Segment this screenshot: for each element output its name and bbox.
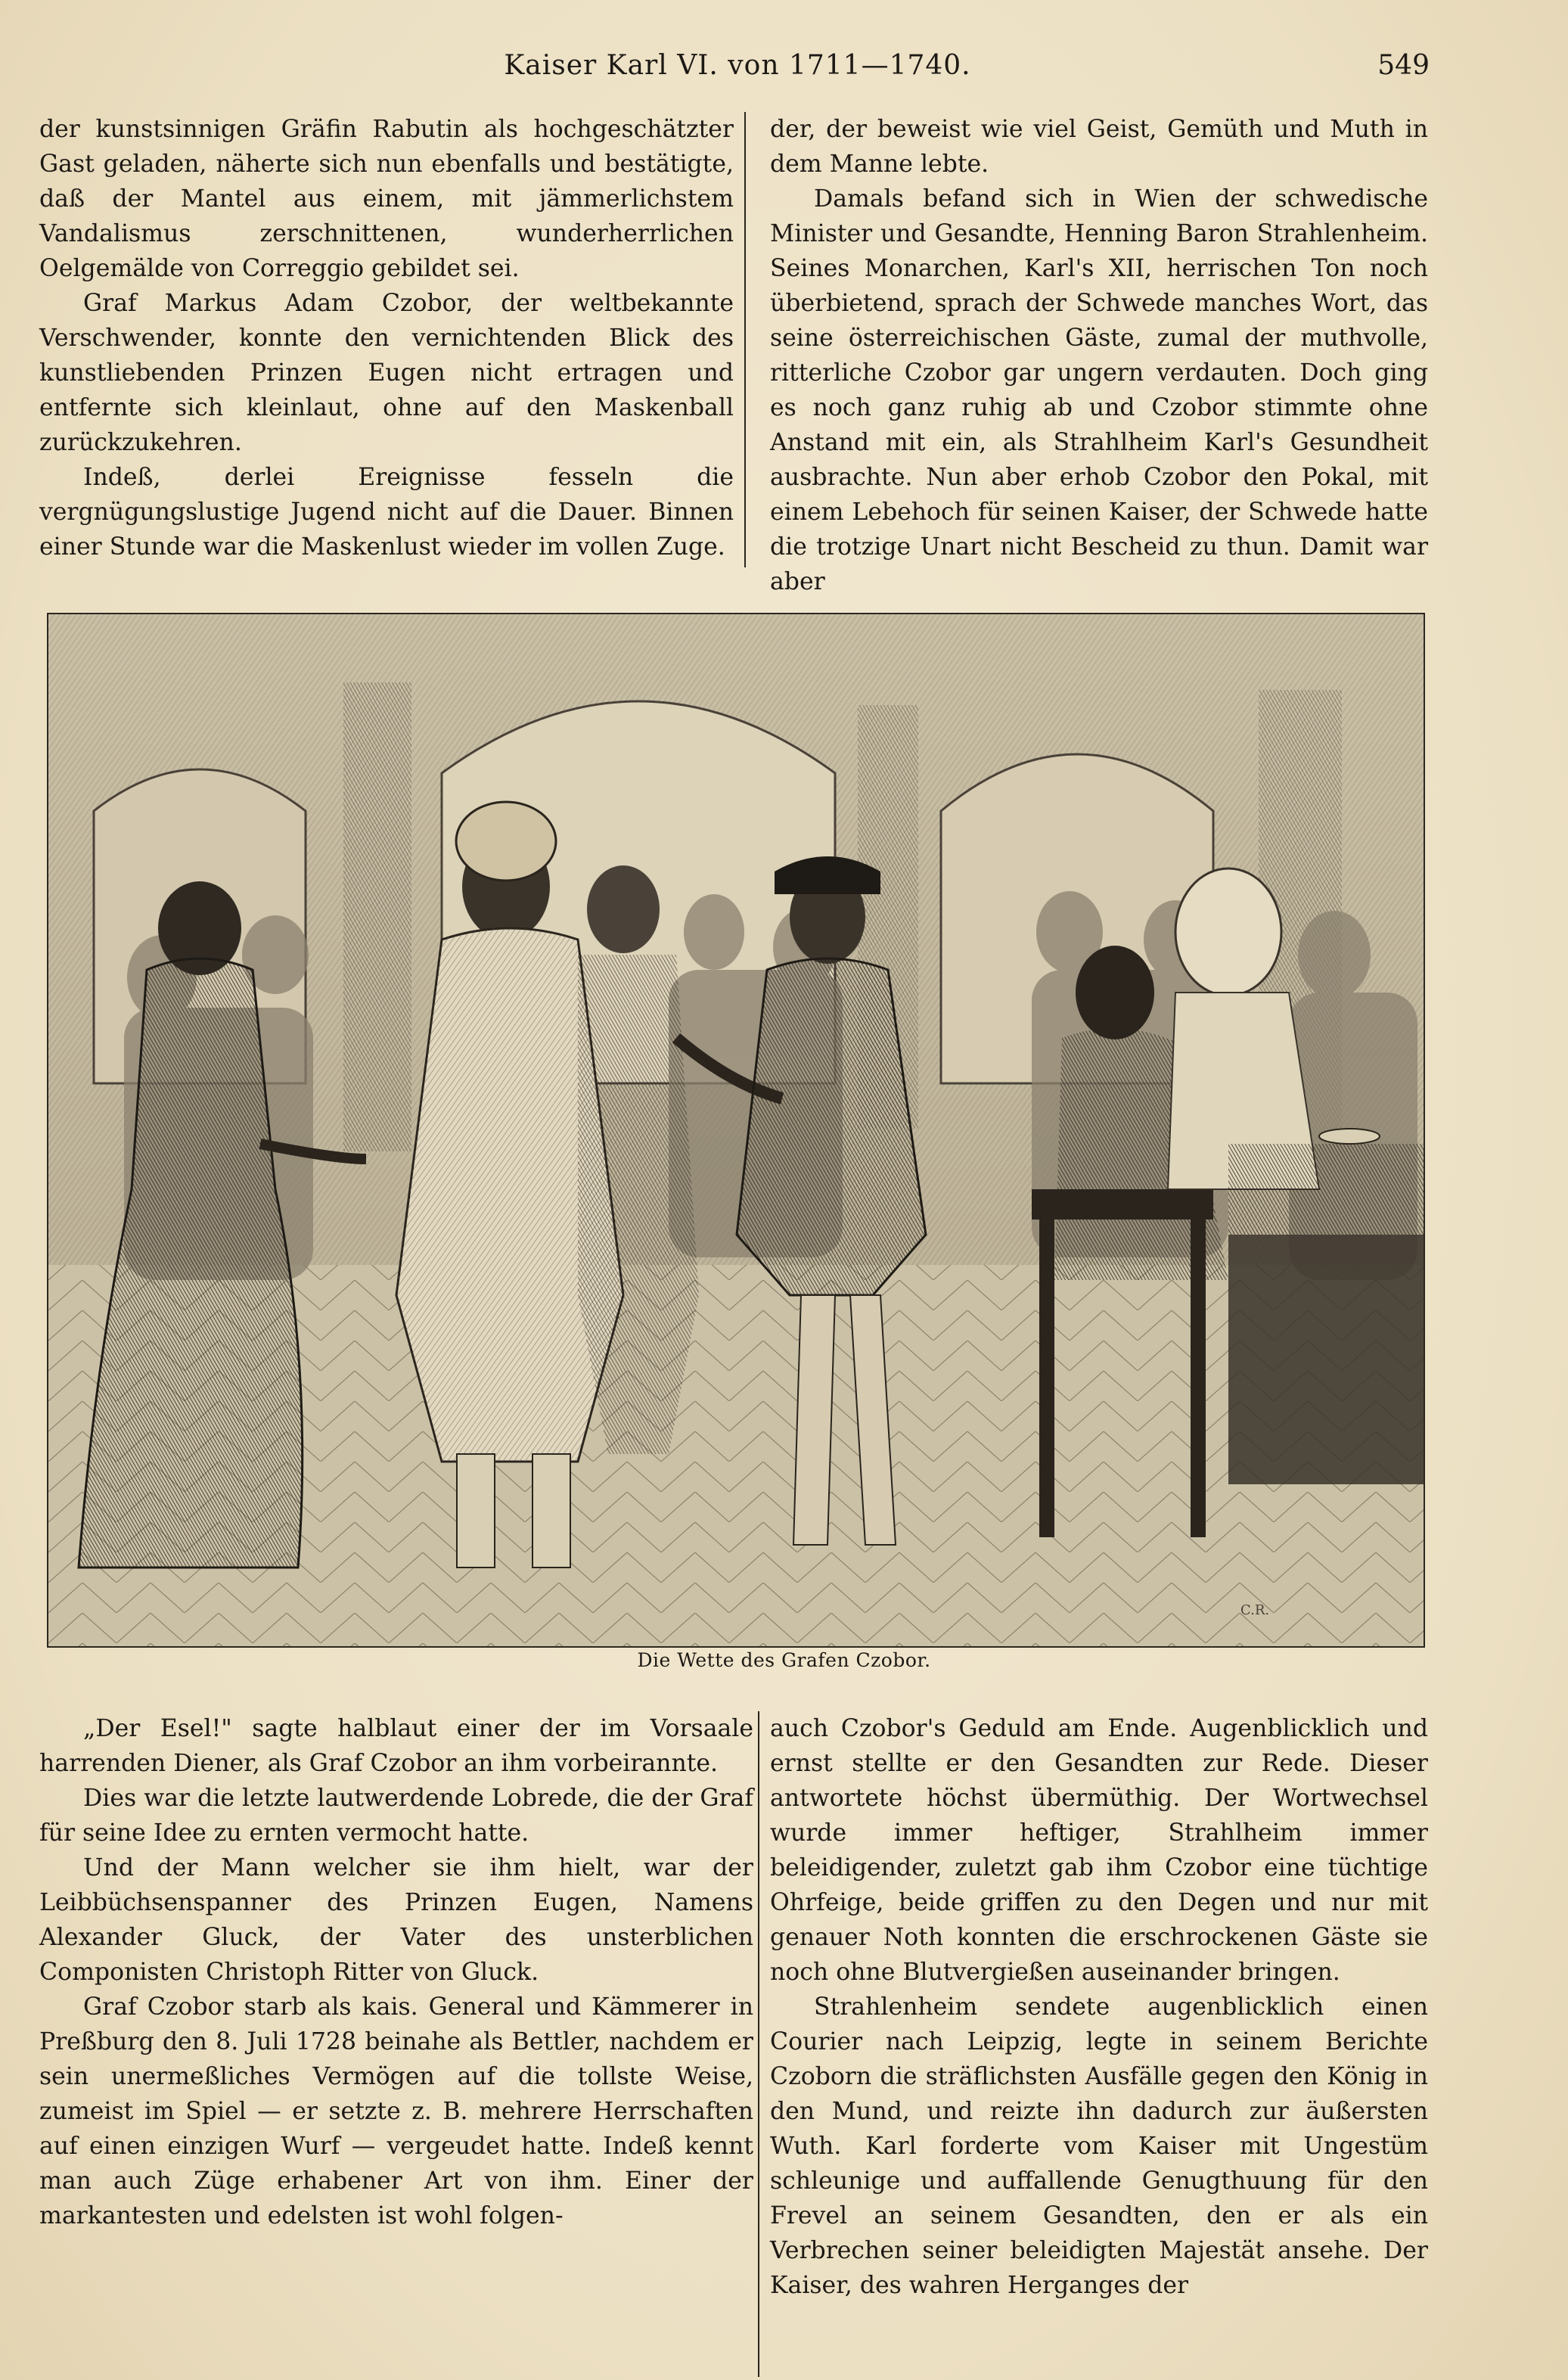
paragraph: Dies war die letzte lautwerdende Lobrede, die der Graf für seine Idee zu ernten vermocht hatte. [39,1785,753,1847]
text-column-top-right [770,112,1428,599]
engraving-illustration [47,613,1425,1648]
column-rule-bottom [758,1711,759,2377]
engraver-signature: C.R. [1240,1602,1270,1618]
paragraph: Strahlenheim sendete augenblicklich einen Courier nach Leipzig, legte in seinem Berichte Czoborn die sträflichsten Ausfälle gegen den König in den Mund, und reizte ihn dadurch zur äußersten Wuth. Karl forderte vom Kaiser mit Ungestüm schleunige und auffallende Genugthuung für den Frevel an seinem Gesandten, den er als ein Verbrechen seiner beleidigten Majestät ansehe. Der Kaiser, des wahren Herganges der [770,1993,1428,2299]
paragraph: der, der beweist wie viel Geist, Gemüth und Muth in dem Manne lebte. [770,116,1428,178]
paragraph: „Der Esel!" sagte halblaut einer der im Vorsaale harrenden Diener, als Graf Czobor an ihm vorbeirannte. [39,1715,753,1777]
paragraph: Und der Mann welcher sie ihm hielt, war der Leibbüchsenspanner des Prinzen Eugen, Namens Alexander Gluck, der Vater des unsterblichen Componisten Christoph Ritter von Gluck. [39,1854,753,1986]
paragraph: Graf Markus Adam Czobor, der weltbekannte Verschwender, konnte den vernichtenden Blick des kunstliebenden Prinzen Eugen nicht ertragen und entfernte sich kleinlaut, ohne auf den Maskenball zurückzukehren. [39,290,734,456]
paragraph: auch Czobor's Geduld am Ende. Augenblicklich und ernst stellte er den Gesandten zur Rede. Dieser antwortete höchst übermüthig. Der Wortwechsel wurde immer heftiger, Strahlheim immer beleidigender, zuletzt gab ihm Czobor eine tüchtige Ohrfeige, beide griffen zu den Degen und nur mit genauer Noth konnten die erschrockenen Gäste sie noch ohne Blutvergießen auseinander bringen. [770,1715,1428,1986]
paragraph: Damals befand sich in Wien der schwedische Minister und Gesandte, Henning Baron Strahlenheim. Seines Monarchen, Karl's XII, herrischen Ton noch überbietend, sprach der Schwede manches Wort, das seine österreichischen Gäste, zumal der muthvolle, ritterliche Czobor gar ungern verdauten. Doch ging es noch ganz ruhig ab und Czobor stimmte ohne Anstand mit ein, als Strahlheim Karl's Gesundheit ausbrachte. Nun aber erhob Czobor den Pokal, mit einem Lebehoch für seinen Kaiser, der Schwede hatte die trotzige Unart nicht Bescheid zu thun. Damit war aber [770,185,1428,595]
running-title: Kaiser Karl VI. von 1711—1740. [504,50,971,81]
paragraph: Indeß, derlei Ereignisse fesseln die vergnügungslustige Jugend nicht auf die Dauer. Binnen einer Stunde war die Maskenlust wieder im vollen Zuge. [39,464,734,561]
table [1228,1129,1424,1484]
column-rule-top [744,112,746,567]
text-column-bottom-left [39,1711,753,2233]
running-head [45,47,1430,85]
illustration-caption: Die Wette des Grafen Czobor. [637,1649,931,1671]
text-column-top-left [39,112,734,564]
text-column-bottom-right [770,1711,1428,2303]
paragraph: der kunstsinnigen Gräfin Rabutin als hochgeschätzter Gast geladen, näherte sich nun ebenfalls und bestätigte, daß der Mantel aus einem, mit jämmerlichstem Vandalismus zerschnittenen, wunderherrlichen Oelgemälde von Correggio gebildet sei. [39,116,734,282]
engraving-scene [48,614,1424,1646]
page-number: 549 [1377,50,1430,81]
paragraph: Graf Czobor starb als kais. General und Kämmerer in Preßburg den 8. Juli 1728 beinahe als Bettler, nachdem er sein unermeßliches Vermögen auf die tollste Weise, zumeist im Spiel — er setzte z. B. mehrere Herrschaften auf einen einzigen Wurf — vergeudet hatte. Indeß kennt man auch Züge erhabener Art von ihm. Einer der markantesten und edelsten ist wohl folgen- [39,1993,753,2229]
